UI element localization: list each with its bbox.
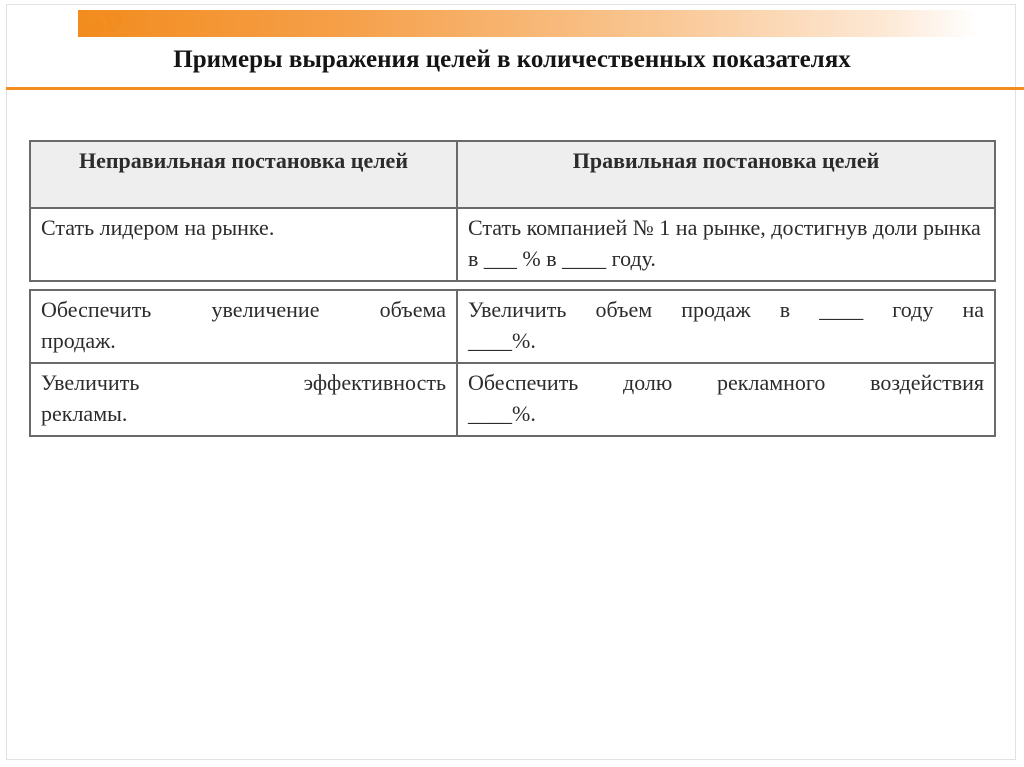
cell-line: продаж. <box>41 328 116 353</box>
cell-line: Увеличить эффективность <box>41 370 446 395</box>
cell-line: Обеспечить увеличение объема <box>41 297 446 322</box>
cell-wrong <box>30 363 457 436</box>
title-divider <box>6 87 1024 90</box>
table-row <box>30 290 995 363</box>
cell-wrong: Стать лидером на рынке. <box>30 208 457 281</box>
header-gradient-bar <box>78 10 978 37</box>
header-right: Правильная постановка целей <box>457 141 995 208</box>
cell-right <box>457 363 995 436</box>
goals-table-2 <box>29 289 996 437</box>
cell-line: Обеспечить долю рекламного воздействия <box>468 370 984 395</box>
header-wrong: Неправильная постановка целей <box>30 141 457 208</box>
table-row <box>30 363 995 436</box>
cell-line: Увеличить объем продаж в ____ году на <box>468 297 984 322</box>
cell-line: ____%. <box>468 401 536 426</box>
cell-line: ____%. <box>468 328 536 353</box>
cell-wrong <box>30 290 457 363</box>
cell-right <box>457 290 995 363</box>
goals-table-1 <box>29 140 996 282</box>
slide-title: Примеры выражения целей в количественных показателях <box>173 46 851 73</box>
logo-dots-icon <box>0 0 140 40</box>
cell-right: Стать компанией № 1 на рынке, достигнув доли рынка в ___ % в ____ году. <box>457 208 995 281</box>
table-row <box>30 208 995 281</box>
table-header-row <box>30 141 995 208</box>
cell-line: рекламы. <box>41 401 128 426</box>
